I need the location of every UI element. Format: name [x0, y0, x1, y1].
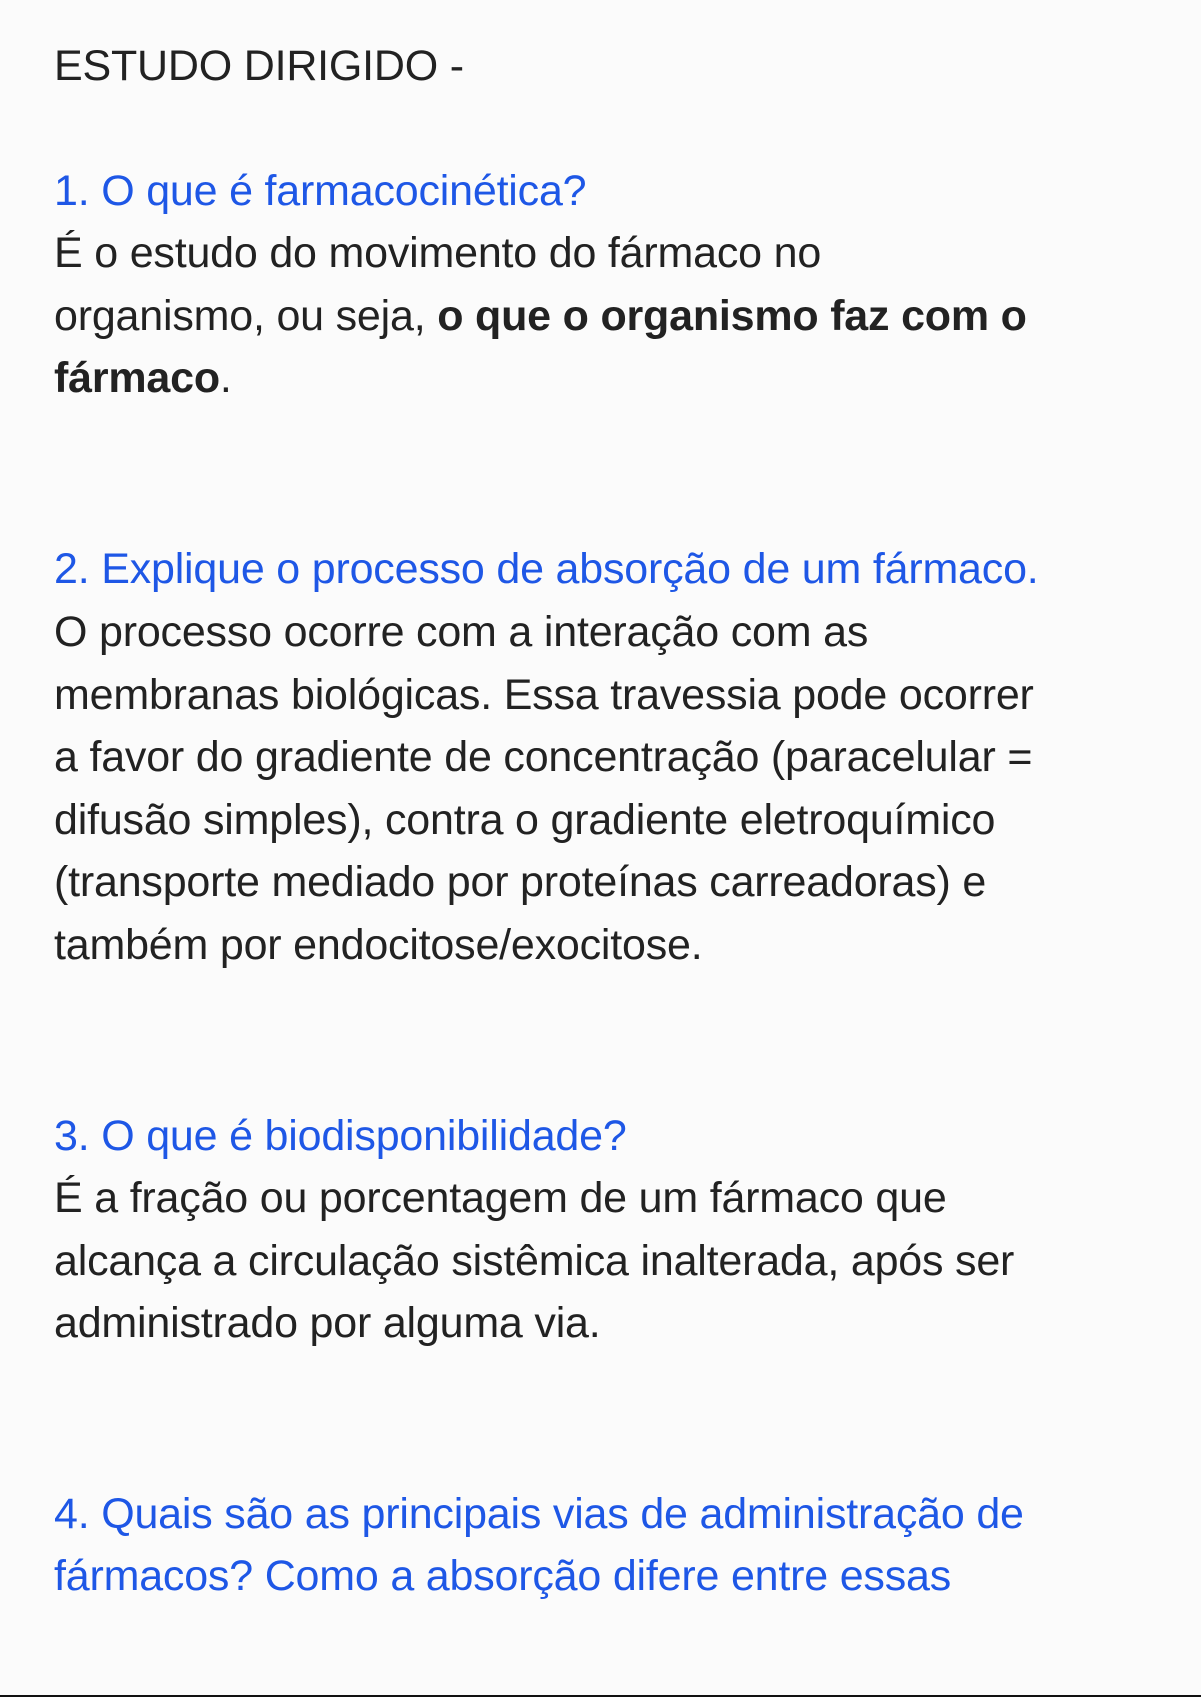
question-1-text: 1. O que é farmacocinética?	[54, 167, 587, 215]
answer-1-period: .	[219, 354, 232, 402]
answer-1-emphasis: o que o organismo faz com o	[437, 291, 1027, 340]
answer-1	[54, 222, 1164, 410]
question-3-text: 3. O que é biodisponibilidade?	[54, 1112, 627, 1160]
answer-3	[54, 1167, 1164, 1355]
answer-1-line-2	[54, 285, 1164, 348]
answer-3-line: administrado por alguma via.	[54, 1299, 601, 1347]
question-2	[54, 538, 1039, 600]
answer-2-line: O processo ocorre com a interação com as	[54, 608, 869, 656]
question-4-line: 4. Quais são as principais vias de administração de	[54, 1490, 1024, 1538]
answer-2-line: a favor do gradiente de concentração (paracelular =	[54, 733, 1033, 781]
answer-2-line: difusão simples), contra o gradiente eletroquímico	[54, 795, 996, 844]
answer-2-line: membranas biológicas. Essa travessia pode ocorrer	[54, 670, 1034, 719]
question-1	[54, 160, 586, 222]
document-title: ESTUDO DIRIGIDO -	[54, 42, 464, 90]
answer-1-line-1: É o estudo do movimento do fármaco no	[54, 229, 822, 277]
question-4	[54, 1483, 1024, 1607]
answer-2-line: (transporte mediado por proteínas carreadoras) e	[54, 858, 987, 906]
question-4-line: fármacos? Como a absorção difere entre essas	[54, 1552, 952, 1600]
answer-3-line: É a fração ou porcentagem de um fármaco que	[54, 1174, 947, 1222]
answer-1-emphasis-end: fármaco	[54, 354, 220, 402]
answer-2-line: também por endocitose/exocitose.	[54, 920, 703, 969]
answer-2	[54, 601, 1164, 976]
question-2-text: 2. Explique o processo de absorção de um fármaco.	[54, 545, 1039, 593]
answer-3-line: alcança a circulação sistêmica inalterada, após ser	[54, 1236, 1015, 1285]
answer-1-line-3	[54, 347, 1164, 410]
question-3	[54, 1105, 627, 1167]
answer-1-line-2-plain: organismo, ou seja,	[54, 291, 438, 340]
